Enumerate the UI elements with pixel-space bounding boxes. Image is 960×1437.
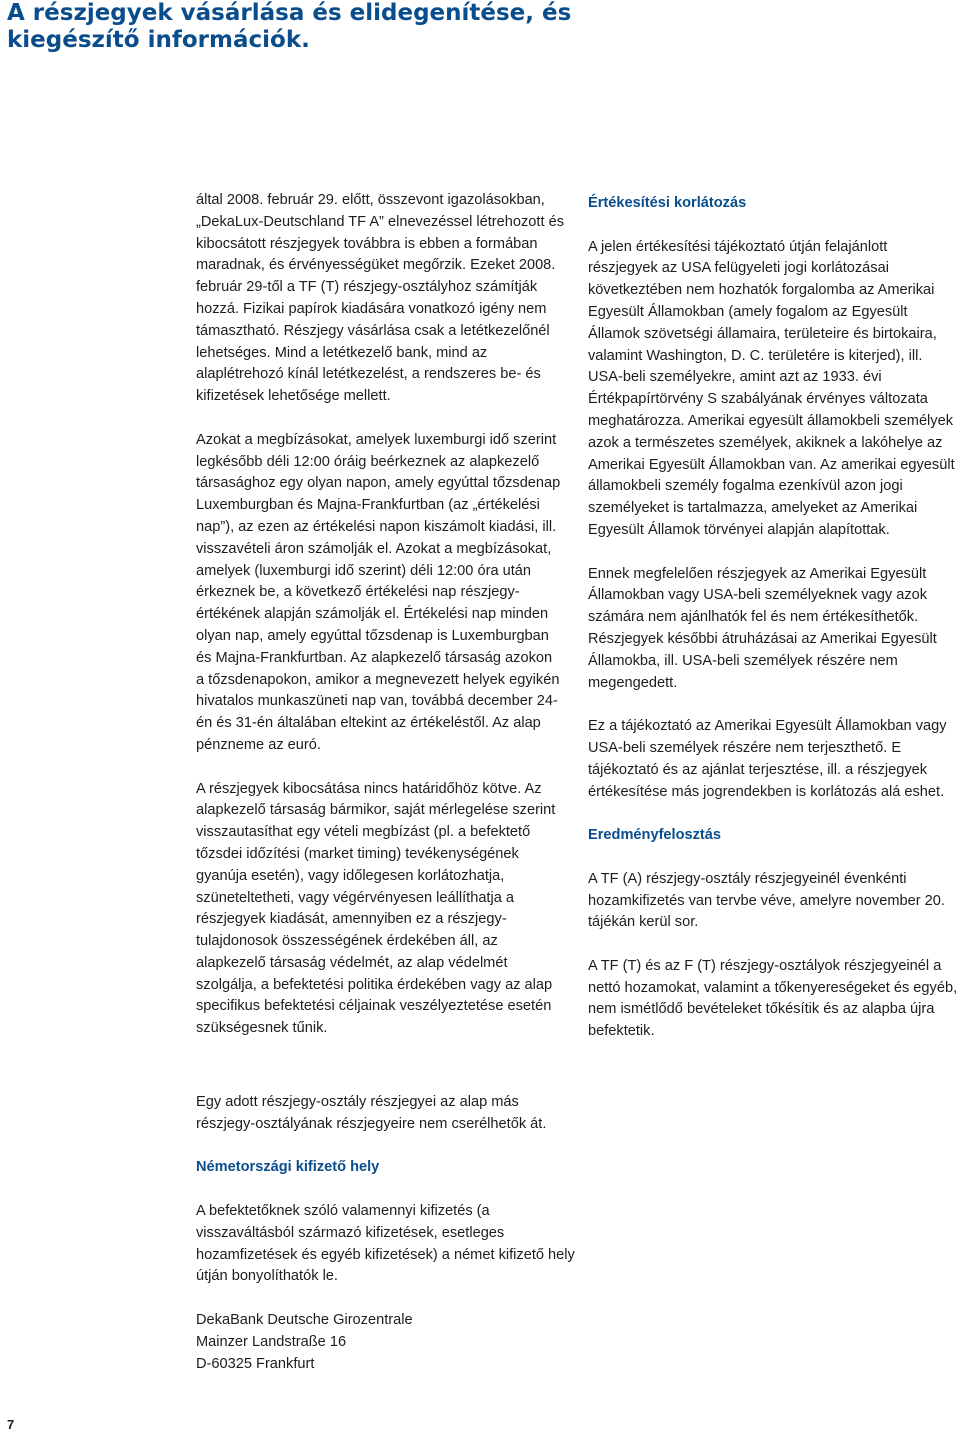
heading-income-distribution: Eredményfelosztás [588,827,722,844]
page-title-line-1: A részjegyek vásárlása és elidegenítése, és [7,0,572,26]
heading-sales-restriction: Értékesítési korlátozás [588,195,747,211]
paragraph-paying-agent: A befektetőknek szóló valamennyi kifizetés (a visszaváltásból származó kifizetések, esetleges hozamfizetések és egyéb kifizetések) a német kifizető hely útján bonyolíthatók le. [196,1202,575,1285]
paragraph-usa-offer: Ennek megfelelően részjegyek az Amerikai Egyesült Államokban vagy USA-beli személyeknek vagy azok számára nem ajánlhatók fel és nem értékesíthetők. Részjegyek későbbi átruházásai az Amerikai Egyesült Államokba, ill. USA-beli személyek részére nem megengedett. [588,565,937,691]
paragraph-class-exchange: Egy adott részjegy-osztály részjegyei az alap más részjegy-osztályának részjegyeire nem cserélhetők át. [196,1094,547,1132]
page-number: 7 [7,1417,15,1432]
heading-paying-agent: Németországi kifizető hely [196,1159,380,1176]
paragraph-distribution: Ez a tájékoztató az Amerikai Egyesült Államokban vagy USA-beli személyek részére nem terjeszthető. E tájékoztató és az ajánlat terjesztése, ill. a részjegyek értékesítése más jogrendekben is korlátozás alá eshet. [588,718,947,800]
paragraph-certificates: által 2008. február 29. előtt, összevont igazolásokban, „DekaLux-Deutschland TF A” elnevezéssel létrehozott és kibocsátott részjegyek továbbra is ebben a formában maradnak, és érvényességüket megőrzik. Ezeket 2008. február 29-től a TF (T) részjegy-osztályhoz számítják hozzá. Fizikai papírok kiadására vonatkozó igény nem támasztható. Részjegy vásárlása csak a letétkezelőnél lehetséges. Mind a letétkezelő bank, mind az alaplétrehozó kínál letétkezelést, a rendszeres be- és kifizetések lehetősége mellett. [196,192,565,405]
paragraph-valuation-day: Azokat a megbízásokat, amelyek luxemburgi idő szerint legkésőbb déli 12:00 óráig beérkeznek az alapkezelő társasághoz egy olyan napon, amely egyúttal tőzsdenap Luxemburgban és Majna-Frankfurtban (az „értékelési nap”), az ezen az értékelési napon kiszámolt kiadási, ill. visszavételi áron számolják el. Azokat a megbízásokat, amelyek (luxemburgi idő szerint) déli 12:00 óra után érkeznek be, a következő értékelési nap részjegy-értékének alapján számolják el. Értékelési nap minden olyan nap, amely egyúttal tőzsdenap is Luxemburgban és Majna-Frankfurtban. Az alapkezelő társaság azokon a tőzsdenapokon, amikor a megnevezett helyek egyikén hivatalos munkaszüneti nap van, továbbá december 24-én és 31-én általában eltekint az értékeléstől. Az alap pénzneme az euró. [196,431,561,753]
address-line: Mainzer Landstraße 16 [196,1333,347,1350]
paragraph-tf-t-reinvestment: A TF (T) és az F (T) részjegy-osztályok részjegyeinél a nettó hozamokat, valamint a tőkenyereségeket és egyéb, nem ismétlődő bevételeket tőkésítik és az alapba újra befektetik. [588,957,958,1040]
bottom-section [196,1092,576,1375]
page-title [7,0,727,54]
left-column [196,190,564,1040]
paragraph-usa-restriction: A jelen értékesítési tájékoztató útján felajánlott részjegyek az USA felügyeleti jogi korlátozásai következtében nem hozhatók forgalomba az Amerikai Egyesült Államokban (amely fogalom az Egyesült Államok szövetségi államaira, területeire és birtokaira, valamint Washington, D. C. területére is kiterjed), ill. USA-beli személyekre, amint azt az 1933. évi Értékpapírtörvény S szabályának érvényes változata meghatározza. Amerikai egyesült államokbeli személyek azok a természetes személyek, akiknek a lakóhelye az Amerikai Egyesült Államokban van. Az amerikai egyesült államokbeli személy fogalma ezenkívül azon jogi személyeket is tartalmazza, amelyeket az Amerikai Egyesült Államok törvényei alapján alapítottak. [588,238,955,538]
paragraph-tf-a-distribution: A TF (A) részjegy-osztály részjegyeinél évenkénti hozamkifizetés van tervbe véve, amelyre november 20. tájékán kerül sor. [588,870,945,931]
address-line: DekaBank Deutsche Girozentrale [196,1311,413,1328]
right-column [588,193,960,1043]
address-line: D-60325 Frankfurt [196,1355,315,1372]
page-title-line-2: kiegészítő információk. [7,27,310,53]
paragraph-issuance: A részjegyek kibocsátása nincs határidőhöz kötve. Az alapkezelő társaság bármikor, saját mérlegelése szerint visszautasíthat egy vételi megbízást (pl. a befektető tőzsdei időzítési (market timing) tevékenységének gyanúja esetén), vagy időlegesen korlátozhatja, szüneteltetheti, vagy végérvényesen leállíthatja a részjegyek kiadását, amennyiben ez a részjegy-tulajdonosok összességének érdekében áll, az alapkezelő társaság védelmét, az alap védelmét szolgálja, a befektetési politika érdekében vagy az alap specifikus befektetési céljainak veszélyeztetése esetén szükségesnek tűnik. [196,780,556,1037]
